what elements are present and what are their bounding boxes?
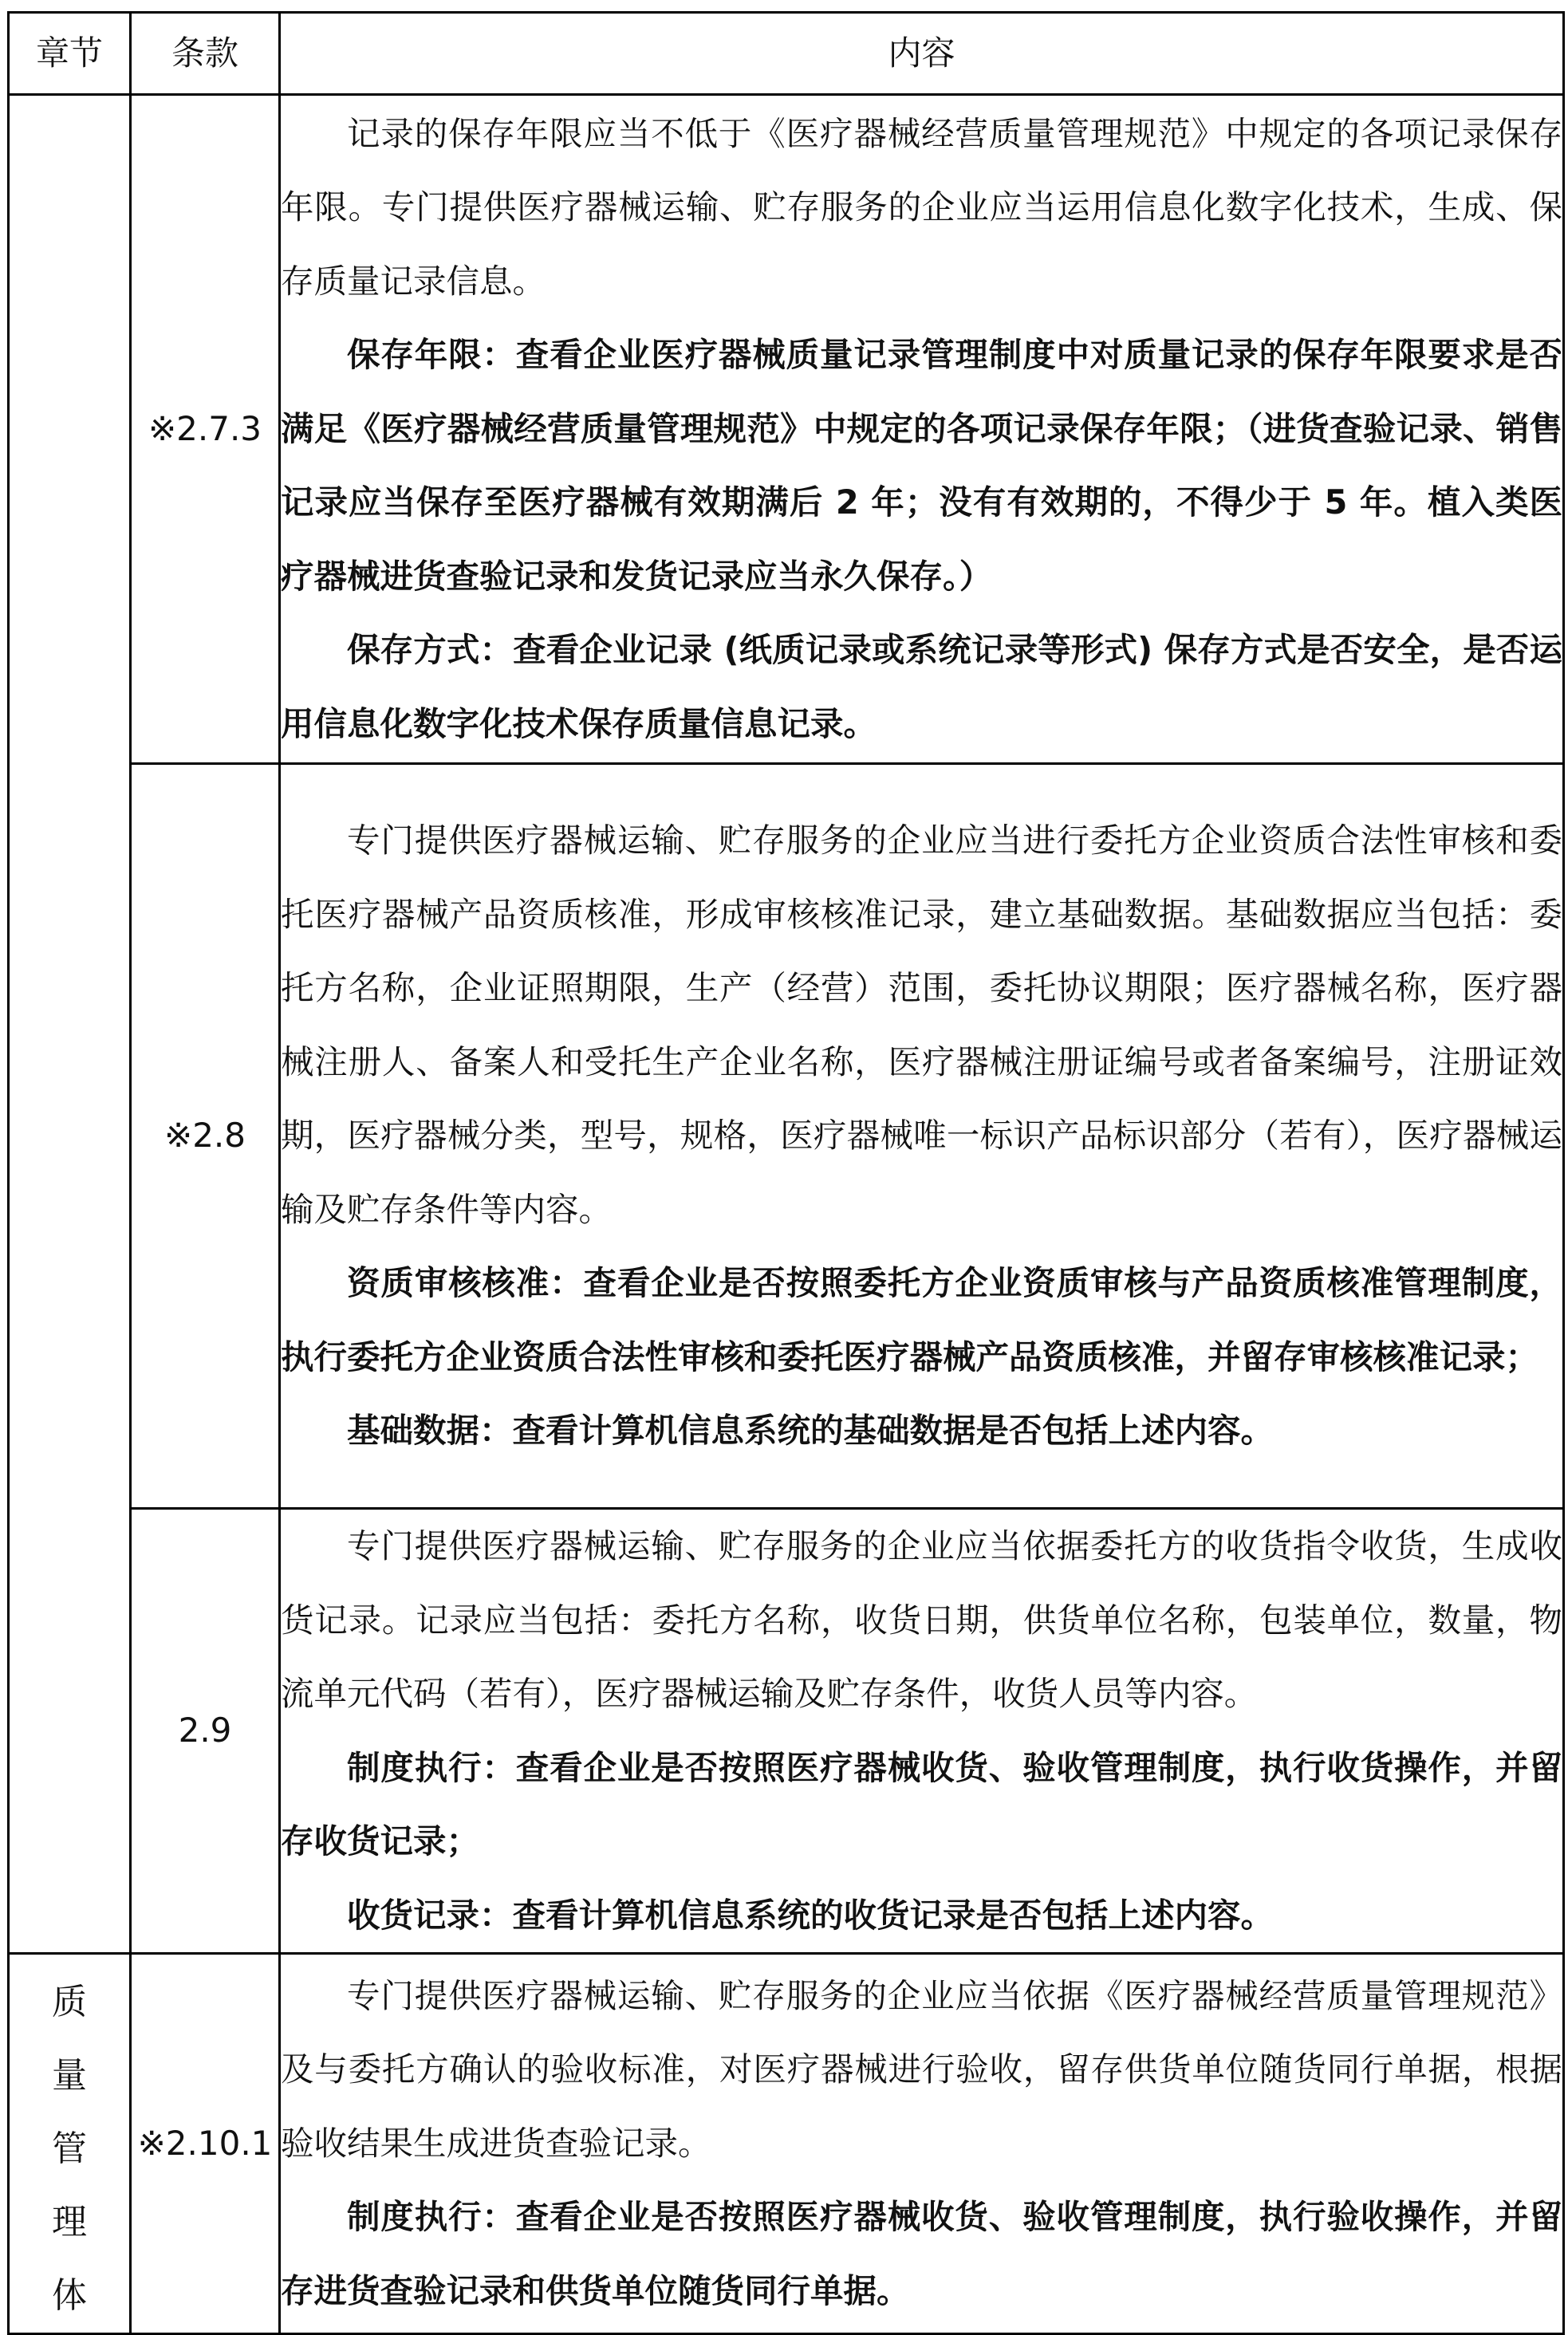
check-item (281, 613, 1562, 761)
check-item-title: 收货记录： (347, 1895, 513, 1935)
check-item-title: 基础数据： (347, 1411, 513, 1451)
chapter-cell-empty (9, 95, 131, 1954)
table-row (9, 764, 1564, 1509)
clause-number: ※2.8 (131, 764, 280, 1509)
check-item-title: 制度执行： (347, 2197, 516, 2237)
content-cell (280, 95, 1564, 764)
check-item (281, 1394, 1562, 1468)
check-item (281, 2180, 1562, 2328)
table-row (9, 95, 1564, 764)
check-item-body: 查看企业是否按照委托方企业资质审核与产品资质核准管理制度，执行委托方企业资质合法性审核和委托医疗器械产品资质核准，并留存审核核准记录； (281, 1263, 1562, 1376)
header-chapter: 章节 (9, 13, 131, 95)
check-item-body: 查看计算机信息系统的基础数据是否包括上述内容。 (512, 1411, 1274, 1451)
clause-text: 专门提供医疗器械运输、贮存服务的企业应当依据委托方的收货指令收货，生成收货记录。记录应当包括：委托方名称，收货日期，供货单位名称，包装单位，数量，物流单元代码（若有），医疗器械运输及贮存条件，收货人员等内容。 (281, 1526, 1562, 1713)
check-item-title: 保存年限： (347, 335, 516, 375)
content-cell (280, 764, 1564, 1509)
table-row (9, 1954, 1564, 2334)
content-cell (280, 1509, 1564, 1954)
check-item-body: 查看企业是否按照医疗器械收货、验收管理制度，执行验收操作，并留存进货查验记录和供货单位随货同行单据。 (281, 2197, 1562, 2310)
check-item-title: 制度执行： (347, 1747, 516, 1787)
chapter-title: 质 量 管 理 体 (52, 1982, 87, 2316)
clause-number: ※2.10.1 (131, 1954, 280, 2334)
content-cell (280, 1954, 1564, 2334)
chapter-cell (9, 1954, 131, 2334)
check-item-body: 查看计算机信息系统的收货记录是否包括上述内容。 (512, 1895, 1274, 1935)
header-clause: 条款 (131, 13, 280, 95)
clause-text: 记录的保存年限应当不低于《医疗器械经营质量管理规范》中规定的各项记录保存年限。专门提供医疗器械运输、贮存服务的企业应当运用信息化数字化技术，生成、保存质量记录信息。 (281, 113, 1562, 301)
check-item (281, 1879, 1562, 1953)
regulation-table (7, 11, 1565, 2335)
clause-number: 2.9 (131, 1509, 280, 1954)
clause-text: 专门提供医疗器械运输、贮存服务的企业应当依据《医疗器械经营质量管理规范》及与委托方确认的验收标准，对医疗器械进行验收，留存供货单位随货同行单据，根据验收结果生成进货查验记录。 (281, 1975, 1562, 2163)
check-item (281, 1246, 1562, 1394)
clause-number: ※2.7.3 (131, 95, 280, 764)
check-item-body: 查看企业记录 (纸质记录或系统记录等形式) 保存方式是否安全，是否运用信息化数字化技术保存质量信息记录。 (281, 630, 1562, 743)
check-item-title: 保存方式： (347, 630, 514, 670)
header-row (9, 13, 1564, 95)
check-item-title: 资质审核核准： (347, 1263, 584, 1303)
check-item (281, 1731, 1562, 1879)
clause-text: 专门提供医疗器械运输、贮存服务的企业应当进行委托方企业资质合法性审核和委托医疗器械产品资质核准，形成审核核准记录，建立基础数据。基础数据应当包括：委托方名称，企业证照期限，生产（经营）范围，委托协议期限；医疗器械名称，医疗器械注册人、备案人和受托生产企业名称，医疗器械注册证编号或者备案编号，注册证效期，医疗器械分类，型号，规格，医疗器械唯一标识产品标识部分（若有），医疗器械运输及贮存条件等内容。 (281, 821, 1562, 1229)
header-content: 内容 (280, 13, 1564, 95)
check-item (281, 318, 1562, 613)
check-item-body: 查看企业是否按照医疗器械收货、验收管理制度，执行收货操作，并留存收货记录； (281, 1747, 1562, 1861)
check-item-body: 查看企业医疗器械质量记录管理制度中对质量记录的保存年限要求是否满足《医疗器械经营质量管理规范》中规定的各项记录保存年限；（进货查验记录、销售记录应当保存至医疗器械有效期满后 2 年；没有有效期的，不得少于 5 年。植入类医疗器械进货查验记录和发货记录应当永久保存。） (281, 335, 1562, 596)
table-row (9, 1509, 1564, 1954)
